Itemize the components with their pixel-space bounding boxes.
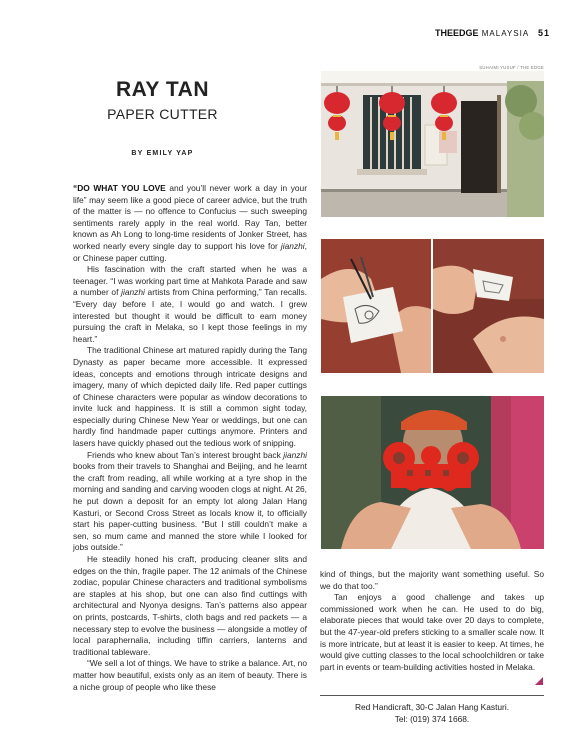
paragraph-1: “DO WHAT YOU LOVE and you’ll never work a day in your life” may seem like a good piece of career advice, but the truth of the matter is — no offence to Confucius — such sweeping sentiments rarely apply in the real world. Ray Tan, better known as Ah Long to long-time residents of Jonker Street, has worked nearly every single day to support his love for jianzhi, or Chinese paper cutting. — [73, 183, 307, 263]
paragraph-6-continued: kind of things, but the majority want something useful. So we do that too.” — [320, 569, 544, 591]
photo-credit: SUHAIMI YUSUF / THE EDGE — [479, 65, 544, 70]
paragraph-5: He steadily honed his craft, producing cleaner slits and edges on the thin, fragile paper. The 12 animals of the Chinese zodiac, popular Chinese characters and traditional symbolisms are staples at his shop, but one can also find cuttings with architectural and Nyonya designs. Tan’s patterns also appear on prints, postcards, T-shirts, cloth bags and red packets — a necessary step to evolve the business — alongside a motley of local paraphernalia, including tiffin carriers, lanterns and traditional tableware. — [73, 554, 307, 657]
paragraph-2: His fascination with the craft started when he was a teenager. “I was working part time at Mahkota Parade and saw a number of jianzhi artists from China performing,” Tan recalls. “Every day before I ate, I would go and watch. I grew interested but thought it would be difficult to earn money pursuing the craft in Melaka, so I kept those feelings in my heart.” — [73, 264, 307, 344]
portrait-illustration — [321, 396, 544, 549]
magazine-section: MALAYSIA — [481, 29, 529, 38]
shop-phone: Tel: (019) 374 1668. — [394, 714, 470, 724]
paragraph-3: The traditional Chinese art matured rapidly during the Tang Dynasty as paper became more accessible. It expressed ideas, concepts and emotions through intricate designs and imagery, many of which depicted daily life. Red paper cuttings of Chinese characters were popular as window decorations to invite luck and happiness. It is still a common sight today, especially during Chinese New Year or weddings, but one can hardly find handmade paper cuttings anymore. Printers and lasers have quickly phased out the tedious work of snipping. — [73, 345, 307, 449]
end-mark — [535, 677, 543, 685]
article-column-left — [73, 183, 307, 693]
cutting-illustration-left — [321, 239, 431, 373]
page-header — [435, 28, 550, 38]
paragraph-4: Friends who knew about Tan’s interest brought back jianzhi books from their travels to Shanghai and Beijing, and he learnt the craft from reading, all while working at a tyre shop in the morning and sanding and carving wooden clogs at night. At 26, he put down a deposit for an empty lot along Jalan Hang Kasturi, or Second Cross Street as locals know it, to officially start his paper-cutting business. “But I still couldn’t make a sen, so mum came and manned the store while I looked for jobs outside.” — [73, 449, 307, 553]
shop-address: Red Handicraft, 30-C Jalan Hang Kasturi. — [354, 702, 510, 712]
portrait-photo — [321, 396, 544, 549]
byline: BY EMILY YAP — [131, 150, 194, 157]
divider — [320, 695, 544, 696]
shopfront-photo — [321, 71, 544, 217]
paragraph-6: “We sell a lot of things. We have to strike a balance. Art, no matter how beautiful, exists only as an item of beauty. There is a niche group of people who like these — [73, 658, 307, 692]
article-subtitle: PAPER CUTTER — [107, 106, 218, 122]
article-column-right — [320, 569, 544, 673]
cutting-photo-left — [321, 239, 431, 373]
article-title: RAY TAN — [116, 78, 209, 101]
magazine-brand: THEEDGE — [435, 28, 479, 38]
cutting-illustration-right — [433, 239, 544, 373]
shopfront-illustration — [321, 71, 544, 217]
lead-in: “DO WHAT YOU LOVE — [73, 183, 166, 193]
cutting-photo-right — [433, 239, 544, 373]
page-number: 51 — [537, 28, 550, 38]
paragraph-7: Tan enjoys a good challenge and takes up commissioned work when he can. He used to do big, elaborate pieces that would take over 20 days to complete, but the 47-year-old prefers sticking to a smaller scale now. It is more intricate, but at least it is easier to keep. At times, he would give cutting classes to the local schoolchildren or take part in events or team-building activities hosted in Melaka. — [320, 592, 544, 672]
